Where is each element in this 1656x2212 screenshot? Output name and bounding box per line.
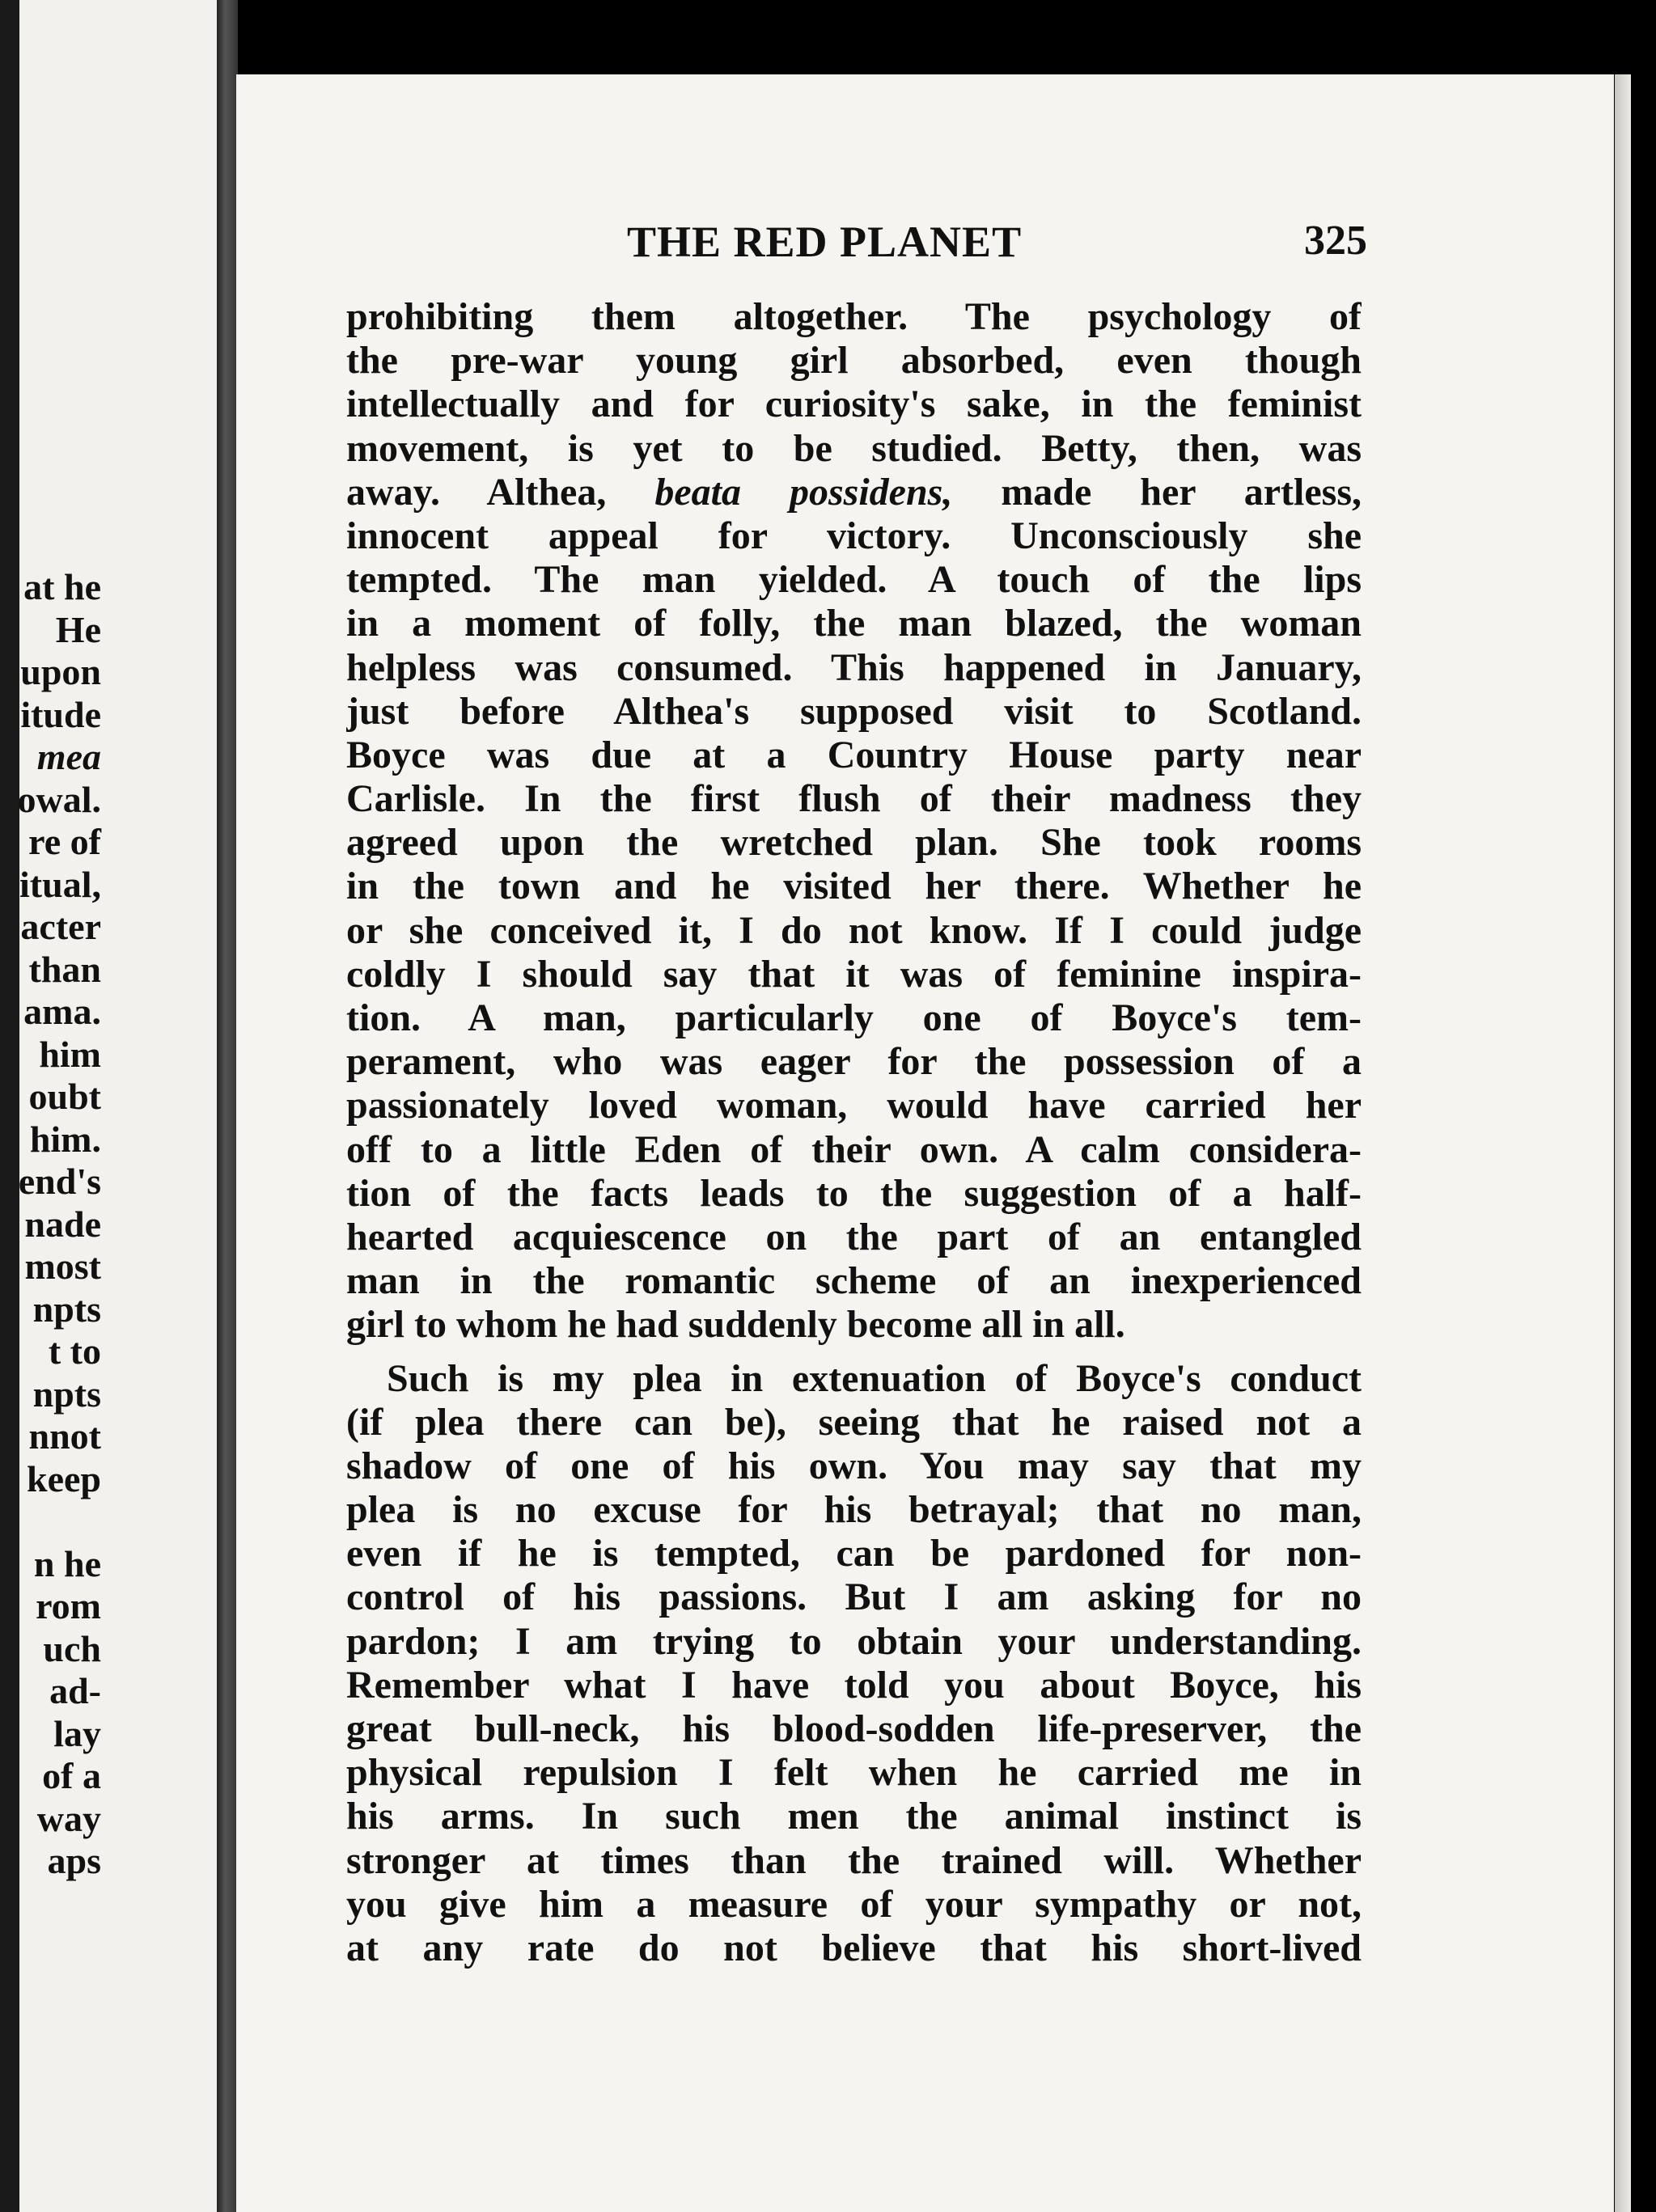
text-line: off to a little Eden of their own. A calm considera- xyxy=(346,1127,1362,1171)
left-page-fragment: mea xyxy=(36,736,101,777)
text-line: prohibiting them altogether. The psychology of xyxy=(346,295,1362,338)
text-line: even if he is tempted, can be pardoned for non- xyxy=(346,1532,1362,1575)
text-line: you give him a measure of your sympathy or not, xyxy=(346,1882,1362,1926)
text-line: at any rate do not believe that his short-lived xyxy=(346,1926,1362,1969)
left-page-fragment: aps xyxy=(47,1840,101,1881)
left-page-fragment: rom xyxy=(36,1585,101,1626)
text-segment: away. Althea, xyxy=(346,470,655,514)
left-page-fragment: npts xyxy=(32,1288,101,1330)
text-line: just before Althea's supposed visit to Scotland. xyxy=(346,689,1362,733)
book-gutter xyxy=(217,0,238,2212)
text-line: in a moment of folly, the man blazed, the woman xyxy=(346,602,1362,645)
text-line: perament, who was eager for the possession of a xyxy=(346,1040,1362,1084)
left-page-fragment: of a xyxy=(42,1755,101,1796)
left-page-fragment: He xyxy=(55,608,101,650)
left-page-fragment: itude xyxy=(20,693,101,735)
body-text xyxy=(346,295,1362,1970)
text-line: tempted. The man yielded. A touch of the lips xyxy=(346,558,1362,602)
text-line: girl to whom he had suddenly become all in all. xyxy=(346,1303,1125,1347)
left-page-fragment: keep xyxy=(27,1457,101,1499)
left-page-fragment: t to xyxy=(48,1330,101,1372)
left-page-fragment: nnot xyxy=(28,1415,101,1457)
text-line xyxy=(346,471,1362,514)
text-line: plea is no excuse for his betrayal; that no man, xyxy=(346,1488,1362,1532)
text-line: the pre-war young girl absorbed, even though xyxy=(346,339,1362,383)
text-line: (if plea there can be), seeing that he raised not a xyxy=(346,1400,1362,1444)
text-line: pardon; I am trying to obtain your understanding. xyxy=(346,1619,1362,1663)
text-line: his arms. In such men the animal instinct is xyxy=(346,1795,1362,1838)
text-line: hearted acquiescence on the part of an entangled xyxy=(346,1215,1362,1258)
running-head xyxy=(599,217,1367,273)
text-line: man in the romantic scheme of an inexperienced xyxy=(346,1259,1362,1303)
page-edge xyxy=(1615,74,1631,2212)
left-page-fragment: than xyxy=(28,948,101,990)
text-line: great bull-neck, his blood-sodden life-preserver, the xyxy=(346,1707,1362,1750)
left-page-fragment: uch xyxy=(43,1627,101,1669)
left-page-text-fragments xyxy=(0,0,222,2212)
text-line: innocent appeal for victory. Unconsciously she xyxy=(346,514,1362,557)
left-page-fragment: at he xyxy=(23,566,101,607)
text-segment: made her artless, xyxy=(952,470,1362,514)
left-page-fragment: end's xyxy=(18,1161,101,1202)
text-line: tion of the facts leads to the suggestion of a half- xyxy=(346,1171,1362,1215)
left-page-fragment: lay xyxy=(53,1712,101,1754)
running-head-title: THE RED PLANET xyxy=(627,218,1023,266)
left-page-fragment: upon xyxy=(20,651,101,692)
text-line: control of his passions. But I am asking for no xyxy=(346,1575,1362,1619)
text-line: physical repulsion I felt when he carried me in xyxy=(346,1751,1362,1795)
page-number: 325 xyxy=(1304,218,1367,264)
left-page-fragment: nade xyxy=(24,1203,101,1245)
text-line: stronger at times than the trained will. Whether xyxy=(346,1838,1362,1882)
text-line: Carlisle. In the first flush of their madness they xyxy=(346,777,1362,821)
left-page-fragment: itual, xyxy=(19,863,101,905)
text-line: Remember what I have told you about Boyce, his xyxy=(346,1663,1362,1707)
text-line: helpless was consumed. This happened in January, xyxy=(346,645,1362,689)
left-page-fragment: oubt xyxy=(28,1076,101,1117)
left-page-fragment: re of xyxy=(28,821,101,862)
text-line: in the town and he visited her there. Whether he xyxy=(346,865,1362,908)
left-page-fragment: n he xyxy=(33,1542,101,1584)
left-page-fragment: way xyxy=(36,1797,101,1839)
text-line: or she conceived it, I do not know. If I could judge xyxy=(346,908,1362,952)
left-page-fragment: him. xyxy=(29,1118,101,1160)
text-line: passionately loved woman, would have carried her xyxy=(346,1084,1362,1127)
text-line: Boyce was due at a Country House party near xyxy=(346,733,1362,776)
text-line: movement, is yet to be studied. Betty, then, was xyxy=(346,426,1362,470)
left-page-fragment: ad- xyxy=(49,1670,101,1711)
left-page-fragment: acter xyxy=(20,906,101,947)
left-page-fragment: ama. xyxy=(23,991,101,1032)
left-page-fragment: owal. xyxy=(17,778,101,820)
text-line: tion. A man, particularly one of Boyce's tem- xyxy=(346,996,1362,1039)
text-line: intellectually and for curiosity's sake, in the feminist xyxy=(346,383,1362,426)
left-page-fragment: him xyxy=(39,1033,101,1075)
text-line: shadow of one of his own. You may say that my xyxy=(346,1444,1362,1487)
left-page-fragment: npts xyxy=(32,1372,101,1415)
text-line: agreed upon the wretched plan. She took rooms xyxy=(346,821,1362,865)
text-line: Such is my plea in extenuation of Boyce's conduct xyxy=(387,1356,1362,1400)
left-page-fragment: most xyxy=(24,1246,101,1287)
italic-phrase: beata possidens, xyxy=(654,470,953,514)
text-line: coldly I should say that it was of feminine inspira- xyxy=(346,952,1362,996)
